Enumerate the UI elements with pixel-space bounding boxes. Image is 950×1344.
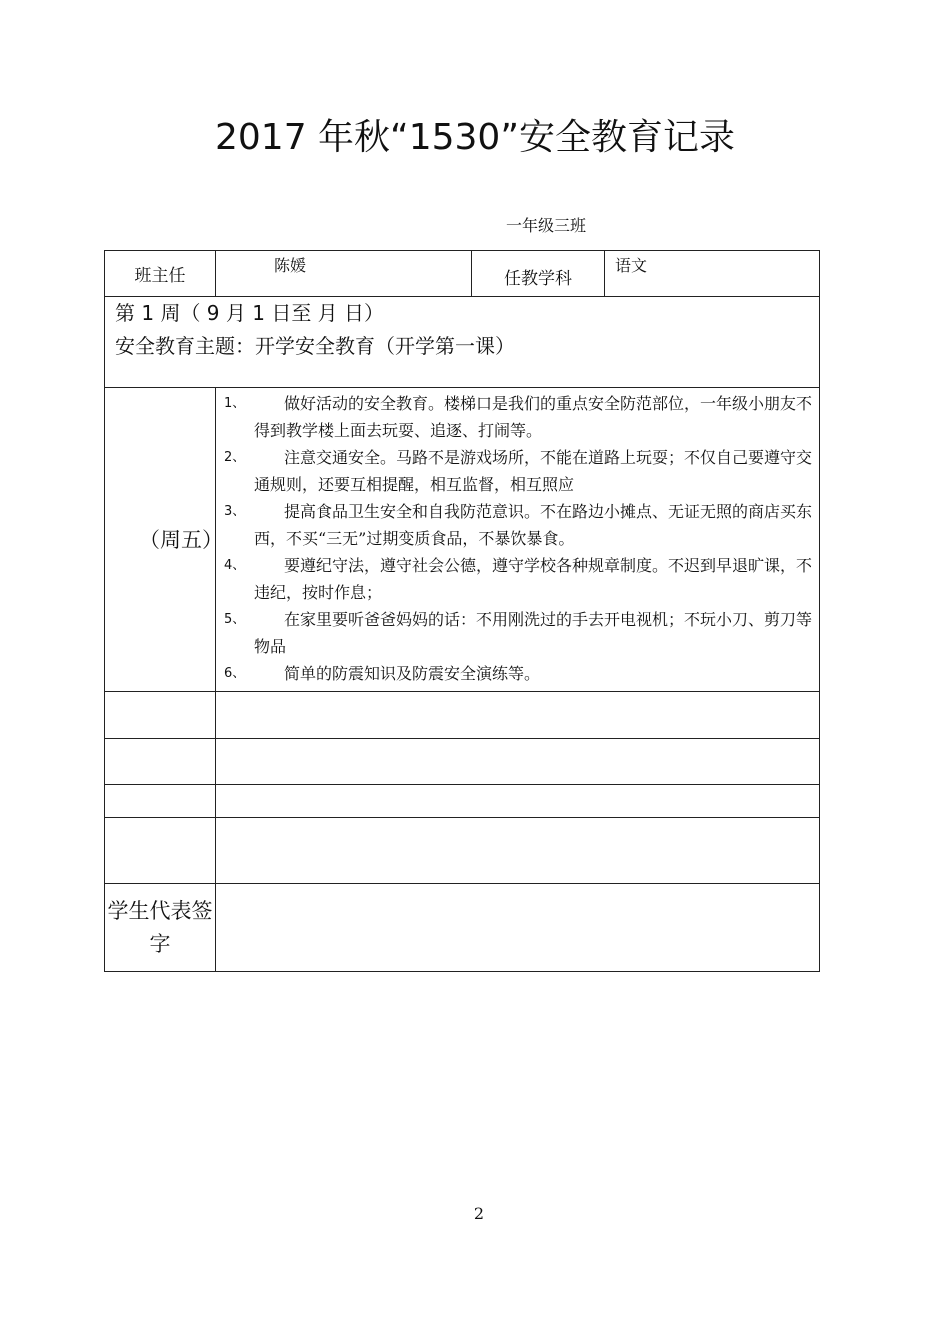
item-text: 做好活动的安全教育。楼梯口是我们的重点安全防范部位，一年级小朋友不得到教学楼上面去玩耍、追逐、打闹等。 xyxy=(254,394,813,440)
signature-row xyxy=(105,884,820,972)
week-cell xyxy=(105,297,820,388)
subject-value: 语文 xyxy=(605,251,820,297)
empty-content-cell xyxy=(216,818,820,884)
day-label: （周五） xyxy=(105,388,216,692)
list-item xyxy=(224,390,819,444)
header-row xyxy=(105,251,820,297)
item-number: 1、 xyxy=(224,396,246,411)
item-number: 2、 xyxy=(224,450,246,465)
document-title: 2017 年秋“1530”安全教育记录 xyxy=(215,117,735,158)
class-name: 一年级三班 xyxy=(506,216,587,235)
item-text: 提高食品卫生安全和自我防范意识。不在路边小摊点、无证无照的商店买东西，不买“三无”过期变质食品，不暴饮暴食。 xyxy=(254,502,813,548)
item-number: 5、 xyxy=(224,612,246,627)
teacher-label: 班主任 xyxy=(105,251,216,297)
empty-content-cell xyxy=(216,692,820,739)
day-row xyxy=(105,388,820,692)
teacher-value: 陈媛 xyxy=(216,251,472,297)
item-text: 在家里要听爸爸妈妈的话：不用刚洗过的手去开电视机；不玩小刀、剪刀等物品 xyxy=(254,610,813,656)
empty-label-cell xyxy=(105,818,216,884)
empty-label-cell xyxy=(105,739,216,785)
list-item xyxy=(224,552,819,606)
item-text: 要遵纪守法，遵守社会公德，遵守学校各种规章制度。不迟到早退旷课，不违纪，按时作息； xyxy=(254,556,813,602)
empty-content-cell xyxy=(216,739,820,785)
empty-row xyxy=(105,785,820,818)
item-number: 4、 xyxy=(224,558,246,573)
item-text: 注意交通安全。马路不是游戏场所，不能在道路上玩耍；不仅自己要遵守交通规则，还要互相提醒，相互监督，相互照应 xyxy=(254,448,813,494)
subject-label: 任教学科 xyxy=(472,251,605,297)
safety-theme: 安全教育主题：开学安全教育（开学第一课） xyxy=(115,334,515,358)
signature-field[interactable] xyxy=(216,884,820,972)
empty-label-cell xyxy=(105,692,216,739)
list-item xyxy=(224,444,819,498)
item-number: 3、 xyxy=(224,504,246,519)
empty-content-cell xyxy=(216,785,820,818)
day-items xyxy=(216,388,820,692)
item-text: 简单的防震知识及防震安全演练等。 xyxy=(284,664,541,683)
list-item xyxy=(224,660,819,687)
list-item xyxy=(224,498,819,552)
empty-row xyxy=(105,818,820,884)
empty-row xyxy=(105,692,820,739)
empty-label-cell xyxy=(105,785,216,818)
week-range: 第 1 周（ 9 月 1 日至 月 日） xyxy=(115,301,385,325)
item-number: 6、 xyxy=(224,666,246,681)
week-row xyxy=(105,297,820,388)
empty-row xyxy=(105,739,820,785)
safety-record-table xyxy=(104,250,820,972)
list-item xyxy=(224,606,819,660)
signature-label: 学生代表签字 xyxy=(105,884,216,972)
page-number: 2 xyxy=(473,1204,485,1223)
